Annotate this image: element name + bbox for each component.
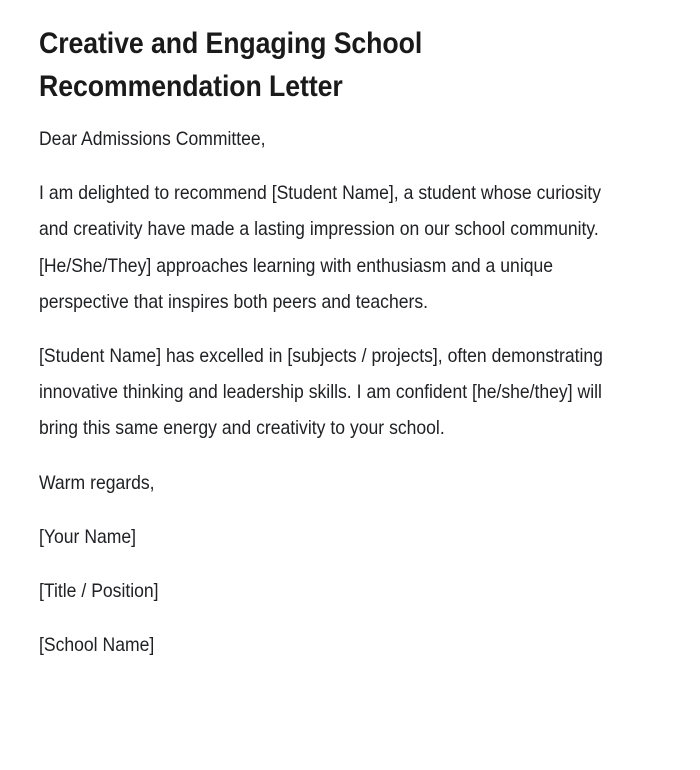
body-paragraph: [Student Name] has excelled in [subjects / projects], often demonstrating innovative thinking and leadership skills. I am confident [he/she/they] will bring this same energy and creativity to your school.	[39, 346, 603, 440]
signature-name: [Your Name]	[39, 526, 137, 548]
opening-paragraph: I am delighted to recommend [Student Name], a student whose curiosity and creativity have made a lasting impression on our school community. [He/She/They] approaches learning with enthusiasm and a unique perspective that inspires both peers and teachers.	[39, 183, 602, 313]
letter-body	[39, 122, 635, 664]
closing-paragraph: Warm regards,	[39, 472, 155, 494]
page-title: Creative and Engaging School Recommendation Letter	[39, 27, 423, 103]
signature-school: [School Name]	[39, 635, 155, 657]
recommendation-letter-article	[39, 22, 635, 664]
salutation-paragraph: Dear Admissions Committee,	[39, 129, 266, 150]
signature-title: [Title / Position]	[39, 581, 159, 603]
